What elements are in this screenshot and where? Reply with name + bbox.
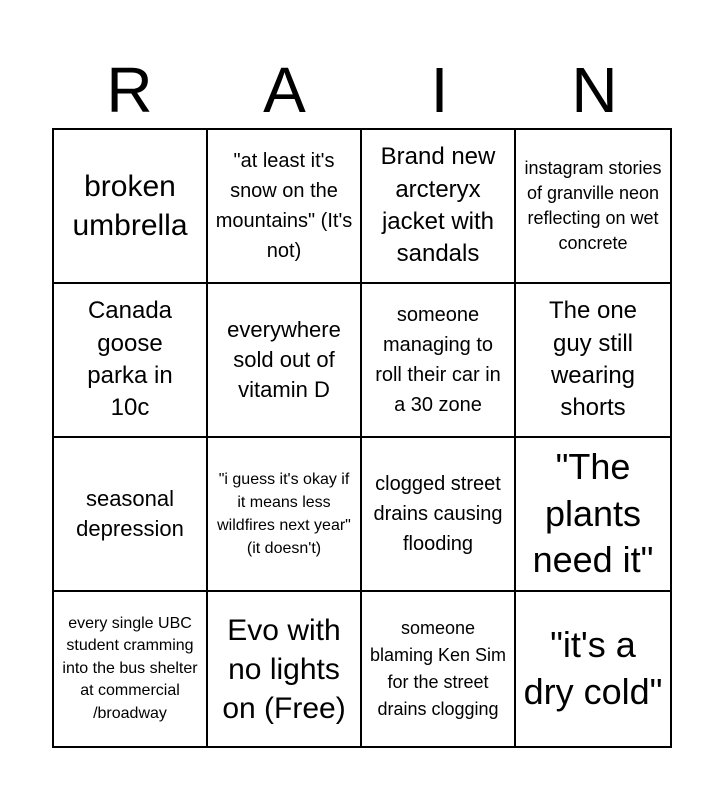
- bingo-cell-1[interactable]: [54, 130, 208, 284]
- bingo-board: [52, 128, 672, 748]
- bingo-cell-16[interactable]: [516, 592, 670, 746]
- bingo-cell-8[interactable]: [516, 284, 670, 438]
- bingo-header: [52, 52, 672, 128]
- cell-text: Canada goose parka in 10c: [87, 297, 173, 422]
- cell-text: clogged street drains causing flooding: [373, 473, 503, 555]
- cell-text: broken umbrella: [72, 170, 188, 242]
- cell-text: every single UBC student cramming into the bus shelter at commercial /broadway: [62, 615, 198, 722]
- bingo-cell-13[interactable]: [54, 592, 208, 746]
- bingo-cell-10[interactable]: [208, 438, 362, 592]
- header-letter-i: I: [430, 54, 449, 126]
- cell-text: everywhere sold out of vitamin D: [227, 317, 341, 402]
- header-letter-r: R: [106, 54, 153, 126]
- cell-text: "at least it's snow on the mountains" (It's not): [215, 150, 353, 262]
- bingo-cell-4[interactable]: [516, 130, 670, 284]
- cell-text: someone managing to roll their car in a 30 zone: [375, 304, 501, 416]
- header-letter-a: A: [263, 54, 306, 126]
- cell-text: someone blaming Ken Sim for the street drains clogging: [369, 618, 507, 719]
- bingo-cell-3[interactable]: [362, 130, 516, 284]
- cell-text: Evo with no lights on (Free): [222, 613, 346, 725]
- bingo-cell-15[interactable]: [362, 592, 516, 746]
- cell-text: instagram stories of granville neon reflecting on wet concrete: [524, 157, 662, 254]
- cell-text: "i guess it's okay if it means less wildfires next year" (it doesn't): [217, 470, 351, 558]
- bingo-cell-9[interactable]: [54, 438, 208, 592]
- cell-text: "The plants need it": [532, 445, 654, 581]
- bingo-cell-2[interactable]: [208, 130, 362, 284]
- bingo-cell-7[interactable]: [362, 284, 516, 438]
- cell-text: The one guy still wearing shorts: [548, 297, 638, 422]
- bingo-cell-14[interactable]: [208, 592, 362, 746]
- bingo-cell-5[interactable]: [54, 284, 208, 438]
- cell-text: "it's a dry cold": [523, 624, 663, 712]
- cell-text: Brand new arcteryx jacket with sandals: [380, 143, 496, 268]
- bingo-cell-6[interactable]: [208, 284, 362, 438]
- header-letter-n: N: [571, 54, 618, 126]
- cell-text: seasonal depression: [76, 486, 184, 541]
- bingo-cell-12[interactable]: [516, 438, 670, 592]
- bingo-cell-11[interactable]: [362, 438, 516, 592]
